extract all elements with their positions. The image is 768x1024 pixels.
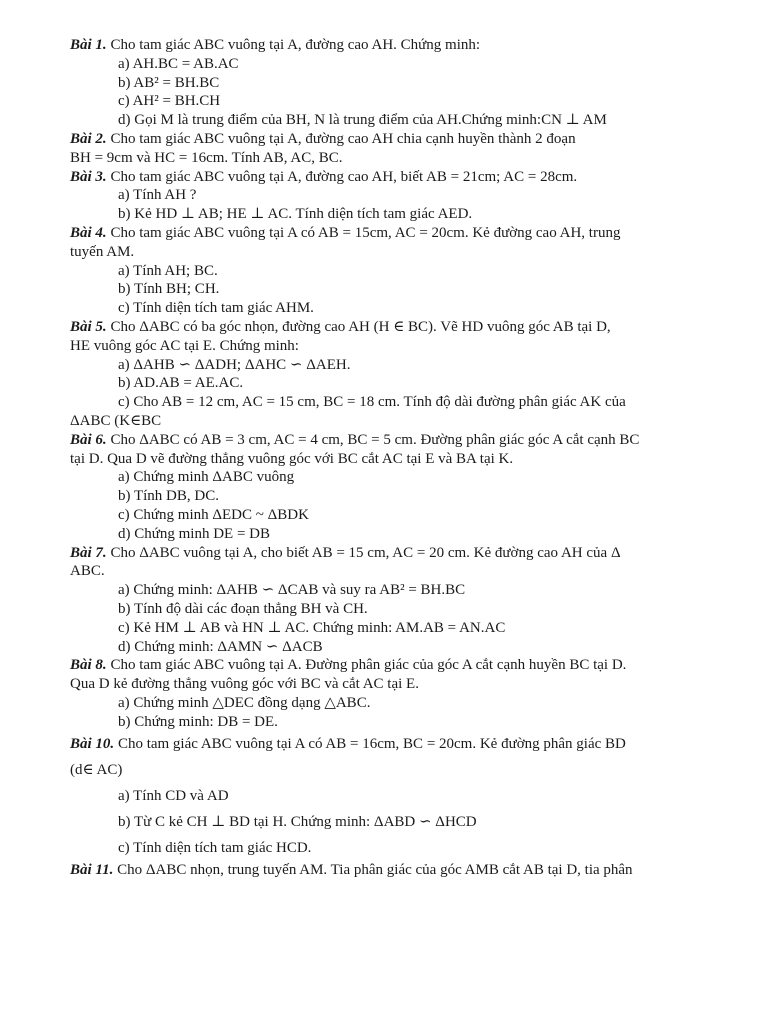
problem-statement: Cho ΔABC có ba góc nhọn, đường cao AH (H ∈ BC). Vẽ HD vuông góc AB tại D, [110,318,611,335]
problem-text-line [70,337,750,356]
sub-question: b) AB² = BH.BC [118,74,220,91]
problem-text-line [70,731,750,757]
problem-block [70,318,750,431]
sub-question: b) Tính BH; CH. [118,281,220,298]
problem-statement: Cho tam giác ABC vuông tại A, đường cao AH, biết AB = 21cm; AC = 28cm. [110,168,578,185]
problem-statement: Cho ΔABC vuông tại A, cho biết AB = 15 cm, AC = 20 cm. Kẻ đường cao AH của Δ [110,544,621,561]
sub-question: d) Chứng minh DE = DB [118,525,271,542]
problem-block [70,36,750,130]
problem-label: Bài 10. [70,736,115,753]
problem-label: Bài 3. [70,168,107,185]
problem-text-line [70,450,750,469]
problem-text-line [70,544,750,563]
document-page [70,37,750,880]
problem-block [70,731,750,861]
problem-statement: Cho ΔABC có AB = 3 cm, AC = 4 cm, BC = 5 cm. Đường phân giác góc A cắt cạnh BC [110,431,640,448]
problem-text-line [70,318,750,337]
sub-question: b) Kẻ HD ⊥ AB; HE ⊥ AC. Tính diện tích tam giác AED. [118,206,473,223]
problem-label: Bài 6. [70,431,107,448]
problem-text-line [70,243,750,262]
problem-text-line [70,562,750,581]
continuation-line: ΔABC (K∈BC [70,412,162,429]
problem-statement: Cho tam giác ABC vuông tại A có AB = 15cm, AC = 20cm. Kẻ đường cao AH, trung [110,224,621,241]
sub-question: b) Từ C kẻ CH ⊥ BD tại H. Chứng minh: ΔABD ∽ ΔHCD [118,814,477,831]
problem-label: Bài 4. [70,224,107,241]
sub-question: a) Chứng minh △DEC đồng dạng △ABC. [118,694,371,711]
problem-text-line [70,861,750,880]
sub-question: d) Gọi M là trung điểm của BH, N là trung điểm của AH.Chứng minh:CN ⊥ AM [118,112,607,129]
sub-question: c) Kẻ HM ⊥ AB và HN ⊥ AC. Chứng minh: AM.AB = AN.AC [118,619,506,636]
sub-question: a) Tính AH ? [118,187,197,204]
problem-text-line [70,149,750,168]
sub-question: c) AH² = BH.CH [118,93,221,110]
sub-question: a) AH.BC = AB.AC [118,55,239,72]
problem-text-line [70,757,750,783]
sub-question: a) Tính AH; BC. [118,262,218,279]
problem-statement: HE vuông góc AC tại E. Chứng minh: [70,337,299,354]
problem-block [70,224,750,318]
problem-statement: Cho tam giác ABC vuông tại A, đường cao AH. Chứng minh: [110,37,481,53]
problem-statement: BH = 9cm và HC = 16cm. Tính AB, AC, BC. [70,149,343,166]
problem-label: Bài 5. [70,318,107,335]
problem-text-line [70,656,750,675]
sub-question: b) Tính độ dài các đoạn thẳng BH và CH. [118,600,368,617]
problem-label: Bài 1. [70,37,107,53]
sub-question: b) Chứng minh: DB = DE. [118,713,278,730]
problem-label: Bài 11. [70,862,114,879]
sub-question: c) Cho AB = 12 cm, AC = 15 cm, BC = 18 cm. Tính độ dài đường phân giác AK của [118,394,626,411]
problem-block [70,544,750,657]
problem-statement: Cho ΔABC nhọn, trung tuyến AM. Tia phân giác của góc AMB cắt AB tại D, tia phân [117,862,633,879]
sub-question: a) Tính CD và AD [118,788,229,805]
problem-statement: tại D. Qua D vẽ đường thẳng vuông góc với BC cắt AC tại E và BA tại K. [70,450,514,467]
problem-statement: Cho tam giác ABC vuông tại A có AB = 16cm, BC = 20cm. Kẻ đường phân giác BD [117,736,626,753]
problem-text-line [70,431,750,450]
sub-question: d) Chứng minh: ΔAMN ∽ ΔACB [118,638,323,655]
sub-question: a) Chứng minh ΔABC vuông [118,469,295,486]
problem-block [70,861,750,880]
sub-question: b) Tính DB, DC. [118,488,219,505]
problem-label: Bài 2. [70,130,107,147]
problem-text-line [70,168,750,187]
sub-question: c) Chứng minh ΔEDC ~ ΔBDK [118,506,309,523]
sub-question: a) Chứng minh: ΔAHB ∽ ΔCAB và suy ra AB² = BH.BC [118,582,466,599]
problem-label: Bài 7. [70,544,107,561]
problem-statement: ABC. [70,563,105,580]
sub-question: a) ΔAHB ∽ ΔADH; ΔAHC ∽ ΔAEH. [118,356,351,373]
problem-statement: Qua D kẻ đường thẳng vuông góc với BC và cắt AC tại E. [70,676,419,693]
problem-block [70,431,750,544]
problem-block [70,130,750,168]
sub-question: c) Tính diện tích tam giác HCD. [118,840,312,857]
problem-label: Bài 8. [70,657,107,674]
problem-statement: Cho tam giác ABC vuông tại A, đường cao AH chia cạnh huyền thành 2 đoạn [110,130,576,147]
problem-text-line [70,36,750,55]
problem-block [70,168,750,224]
problem-statement: (d∈ AC) [70,762,123,779]
problem-text-line [70,675,750,694]
problem-block [70,656,750,731]
problem-statement: tuyến AM. [70,243,135,260]
sub-question: b) AD.AB = AE.AC. [118,375,244,392]
problem-text-line [70,130,750,149]
sub-question: c) Tính diện tích tam giác AHM. [118,300,314,317]
problem-text-line [70,224,750,243]
problem-statement: Cho tam giác ABC vuông tại A. Đường phân giác của góc A cắt cạnh huyền BC tại D. [110,657,627,674]
